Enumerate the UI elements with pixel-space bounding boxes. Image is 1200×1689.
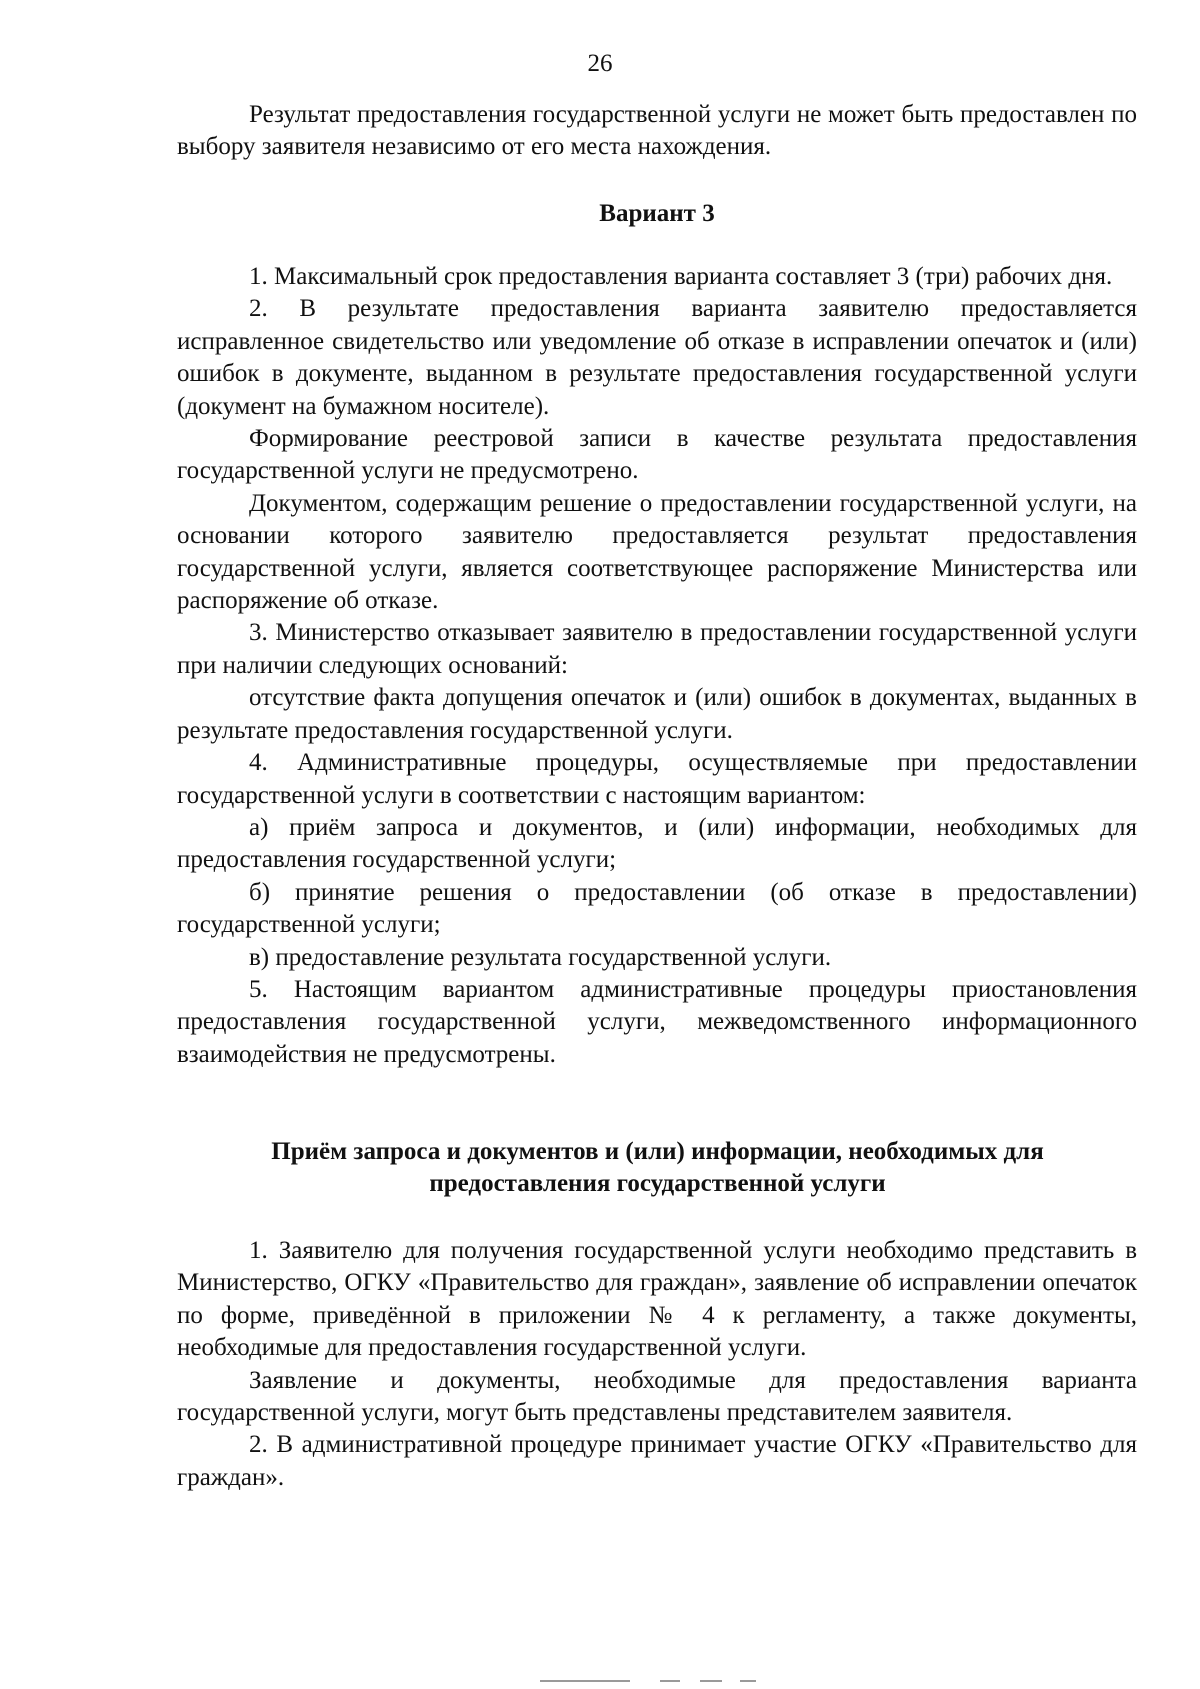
variant-paragraph: 4. Административные процедуры, осуществляемые при предоставлении государственной услуги в соответствии с настоящим вариантом: (177, 749, 1137, 809)
intro-block (177, 99, 1137, 164)
variant-paragraph: 1. Максимальный срок предоставления варианта составляет 3 (три) рабочих дня. (249, 263, 1113, 290)
section-paragraph: Заявление и документы, необходимые для предоставления варианта государственной услуги, могут быть представлены представителем заявителя. (177, 1366, 1137, 1427)
variant-paragraph: а) приём запроса и документов, и (или) информации, необходимых для предоставления государственной услуги; (177, 813, 1137, 874)
variant-paragraph: Документом, содержащим решение о предоставлении государственной услуги, на основании которого заявителю предоставляется результат предоставления государственной услуги, является соответствующее распоряжение Министерства или распоряжение об отказе. (177, 489, 1137, 615)
scan-artifact-line (540, 1680, 630, 1682)
variant-paragraph: в) предоставление результата государственной услуги. (249, 943, 832, 971)
variant-paragraph: 2. В результате предоставления варианта заявителю предоставляется исправленное свидетельство или уведомление об отказе в исправлении опечаток и (или) ошибок в документе, выданном в результате предоставления государственной услуги (документ на бумажном носителе). (177, 295, 1137, 420)
scan-artifact-line (700, 1680, 722, 1682)
page-number: 26 (587, 50, 613, 77)
scan-artifact-line (740, 1680, 756, 1682)
scan-artifact-line (660, 1680, 680, 1682)
section-paragraph: 1. Заявителю для получения государственной услуги необходимо представить в Министерство, ОГКУ «Правительство для граждан», заявление об исправлении опечаток по форме, приведённой в приложении № 4 к регламенту, а также документы, необходимые для предоставления государственной услуги. (177, 1237, 1137, 1362)
variant-paragraph: б) принятие решения о предоставлении (об отказе в предоставлении) государственной услуги; (177, 878, 1137, 939)
section-body (177, 1235, 1137, 1494)
section-paragraph: 2. В административной процедуре принимает участие ОГКУ «Правительство для граждан». (177, 1431, 1137, 1491)
variant-heading: Вариант 3 (599, 200, 715, 227)
section-heading-line: предоставления государственной услуги (429, 1170, 886, 1198)
section-heading-line: Приём запроса и документов и (или) информации, необходимых для (271, 1138, 1044, 1165)
variant-heading-block (177, 198, 1137, 230)
section-heading-block (170, 1136, 1145, 1201)
variant-paragraph: 3. Министерство отказывает заявителю в предоставлении государственной услуги при наличии следующих оснований: (177, 619, 1137, 679)
variant-paragraph: отсутствие факта допущения опечаток и (или) ошибок в документах, выданных в результате предоставления государственной услуги. (177, 684, 1137, 744)
intro-paragraph: Результат предоставления государственной услуги не может быть предоставлен по выбору заявителя независимо от его места нахождения. (177, 101, 1137, 161)
variant-paragraph: 5. Настоящим вариантом административные процедуры приостановления предоставления государственной услуги, межведомственного информационного взаимодействия не предусмотрены. (177, 975, 1137, 1068)
variant-body (177, 261, 1137, 1071)
variant-paragraph: Формирование реестровой записи в качестве результата предоставления государственной услуги не предусмотрено. (177, 425, 1137, 485)
